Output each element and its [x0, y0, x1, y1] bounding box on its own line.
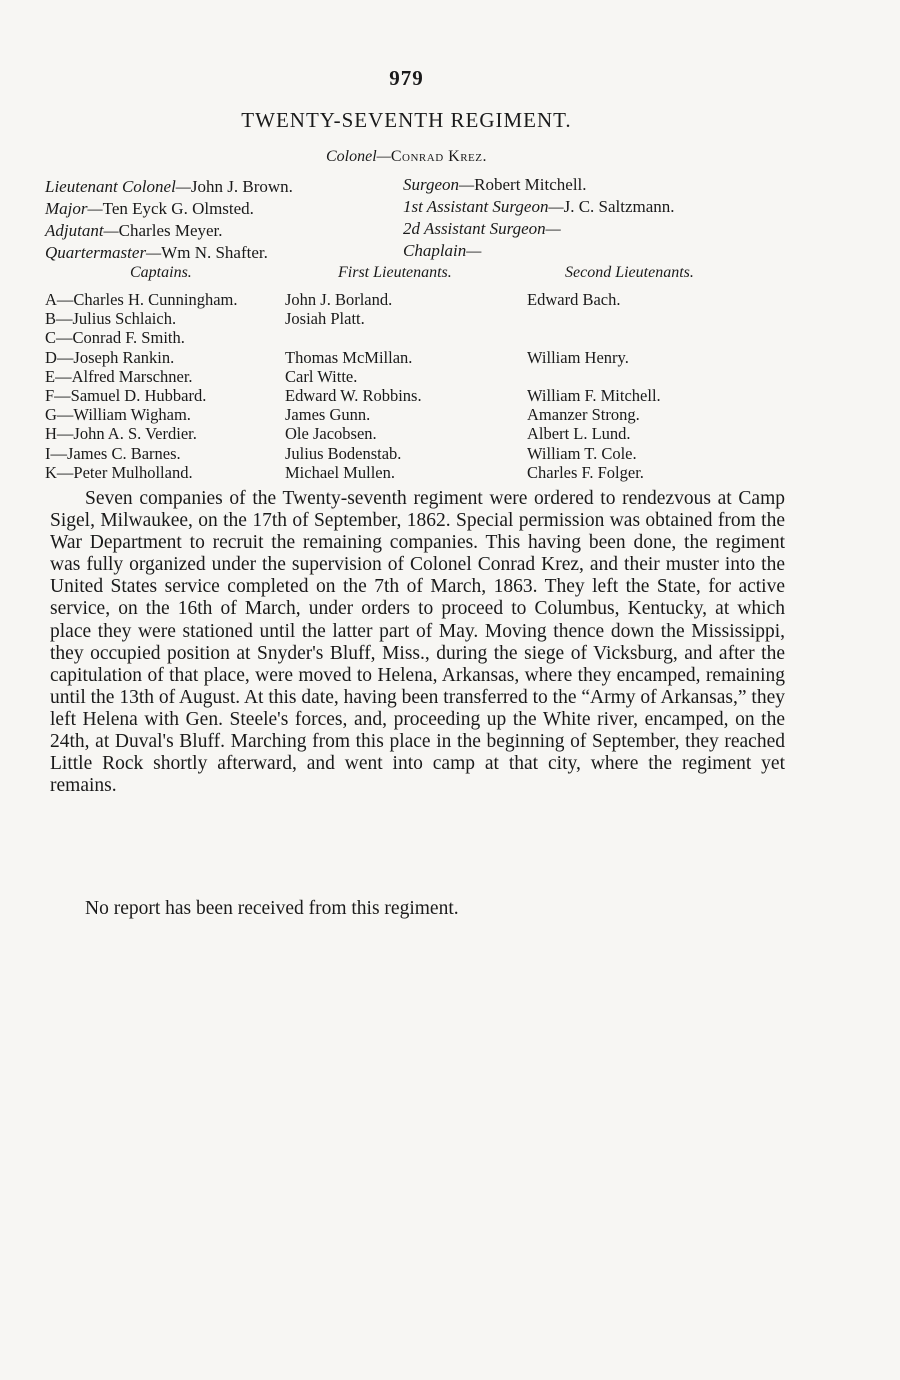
captain-cell: F—Samuel D. Hubbard. [45, 385, 207, 405]
second-lieutenant-cell: Amanzer Strong. [527, 405, 640, 425]
regiment-history-paragraph: Seven companies of the Twenty-seventh regiment were ordered to rendezvous at Camp Sigel, Milwaukee, on the 17th of September, 1862. Special permission was obtained from the War Department to recruit the remaining companies. This having been done, the regiment was fully organized under the supervision of Colonel Conrad Krez, and their muster into the United States service completed on the 7th of March, 1863. They left the State, for active service, on the 16th of March, under orders to proceed to Columbus, Kentucky, at which place they were stationed until the latter part of May. Moving thence down the Mississippi, they occupied position at Snyder's Bluff, Miss., during the siege of Vicksburg, and after the capitulation of that place, were moved to Helena, Arkansas, where they encamped, remaining until the 13th of August. At this date, having been transferred to the “Army of Arkansas,” they left Helena with Gen. Steele's forces, and, proceeding up the White river, encamped, on the 24th, at Duval's Bluff. Marching from this place in the beginning of September, they reached Little Rock shortly afterward, and went into camp at that city, where the regiment yet remains. [50, 488, 785, 797]
staff-row [403, 196, 783, 218]
page-title: TWENTY-SEVENTH REGIMENT. [241, 108, 572, 132]
table-row [45, 367, 805, 386]
staff-right-list [403, 174, 783, 262]
staff-name: Charles Meyer. [118, 221, 223, 240]
staff-row [403, 174, 783, 196]
colonel-role: Colonel— [325, 148, 391, 165]
staff-row [45, 176, 405, 198]
staff-row [403, 218, 783, 240]
staff-role: Major— [45, 199, 103, 218]
captain-cell: K—Peter Mulholland. [45, 462, 193, 482]
second-lieutenant-cell: William T. Cole. [527, 443, 637, 463]
staff-name: J. C. Saltzmann. [563, 197, 675, 216]
table-row [45, 424, 805, 443]
first-lieutenant-cell: John J. Borland. [285, 290, 393, 309]
table-row [45, 328, 805, 347]
staff-role: Quartermaster— [45, 243, 162, 262]
table-row [45, 386, 805, 405]
second-lieutenant-cell: Albert L. Lund. [527, 424, 631, 444]
captains-header: Captains. [130, 264, 192, 281]
captain-cell: B—Julius Schlaich. [45, 309, 177, 329]
table-row [45, 405, 805, 424]
second-lieutenant-cell: William Henry. [527, 347, 629, 367]
staff-row [45, 198, 405, 220]
first-lieutenant-cell: Ole Jacobsen. [285, 424, 377, 444]
staff-row [45, 242, 405, 264]
table-row [45, 463, 805, 482]
first-lieutenant-cell: Michael Mullen. [285, 462, 395, 482]
first-lieutenant-cell: Carl Witte. [285, 366, 358, 386]
captain-cell: H—John A. S. Verdier. [45, 424, 197, 444]
table-row [45, 348, 805, 367]
staff-role: Surgeon— [403, 175, 475, 194]
officers-table [45, 290, 805, 482]
table-row [45, 290, 805, 309]
captain-cell: I—James C. Barnes. [45, 443, 181, 463]
report-note: No report has been received from this regiment. [85, 898, 459, 919]
staff-name: John J. Brown. [190, 177, 293, 196]
colonel-line [0, 148, 813, 166]
second-lieutenant-cell: Edward Bach. [527, 290, 621, 309]
second-lieutenant-cell: Charles F. Folger. [527, 462, 644, 482]
staff-role: Adjutant— [45, 221, 119, 240]
first-lieutenants-header: First Lieutenants. [338, 264, 452, 281]
colonel-name: Conrad Krez. [390, 148, 487, 165]
captain-cell: G—William Wigham. [45, 405, 191, 425]
staff-role: Lieutenant Colonel— [45, 177, 191, 196]
captain-cell: C—Conrad F. Smith. [45, 328, 185, 348]
staff-name: Robert Mitchell. [474, 175, 587, 194]
first-lieutenant-cell: Josiah Platt. [285, 309, 365, 329]
staff-row [403, 240, 783, 262]
second-lieutenant-cell: William F. Mitchell. [527, 385, 661, 405]
first-lieutenant-cell: James Gunn. [285, 405, 371, 425]
table-row [45, 309, 805, 328]
first-lieutenant-cell: Edward W. Robbins. [285, 385, 422, 405]
staff-name: Ten Eyck G. Olmsted. [102, 199, 254, 218]
captain-cell: E—Alfred Marschner. [45, 366, 193, 386]
second-lieutenants-header: Second Lieutenants. [565, 264, 694, 281]
staff-name: Wm N. Shafter. [161, 243, 268, 262]
staff-role: Chaplain— [403, 241, 482, 260]
staff-role: 1st Assistant Surgeon— [403, 197, 564, 216]
page-number: 979 [389, 66, 424, 90]
captain-cell: D—Joseph Rankin. [45, 347, 175, 367]
first-lieutenant-cell: Thomas McMillan. [285, 347, 413, 367]
staff-left-list [45, 176, 405, 264]
staff-role: 2d Assistant Surgeon— [403, 219, 561, 238]
staff-row [45, 220, 405, 242]
table-row [45, 444, 805, 463]
first-lieutenant-cell: Julius Bodenstab. [285, 443, 402, 463]
captain-cell: A—Charles H. Cunningham. [45, 290, 238, 309]
